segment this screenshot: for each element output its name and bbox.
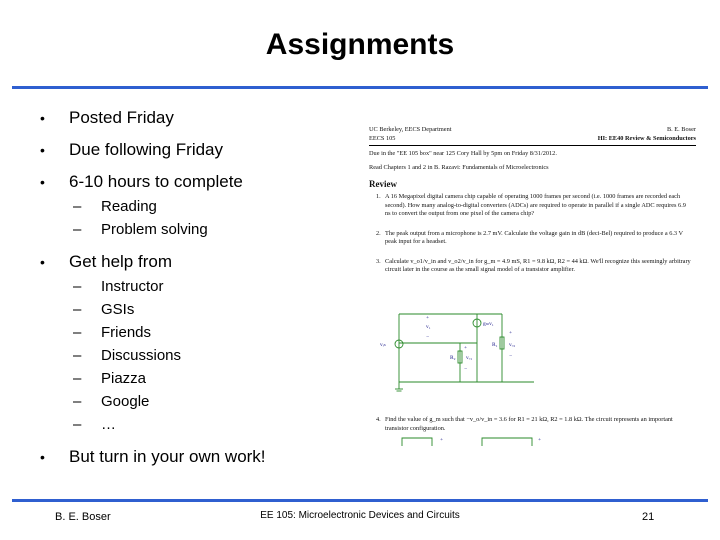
bullet-text: Get help from <box>69 252 172 271</box>
sub-bullet-text: Friends <box>101 324 152 341</box>
sub-bullet-item <box>40 278 360 301</box>
doc-problem-text: Find the value of g_m such that −v_o/v_in = 3.6 for R1 = 21 kΩ, R2 = 1.8 kΩ. The circuit represents an important transistor configuration. <box>385 416 673 432</box>
sub-bullet-text: Piazza <box>101 370 147 387</box>
dash-icon: – <box>73 393 82 410</box>
sub-bullet-text: Google <box>101 393 150 410</box>
doc-problem-text: The peak output from a microphone is 2.7 mV. Calculate the voltage gain in dB (deci-Bel) required to produce a 6.3 V peak input for a headset. <box>385 229 683 246</box>
footer-course: EE 105: Microelectronic Devices and Circuits <box>260 510 460 521</box>
sub-bullet-item <box>40 370 360 393</box>
footer-divider <box>12 499 708 502</box>
bullet-text: Posted Friday <box>69 108 174 127</box>
dash-icon: – <box>73 347 82 364</box>
circuit-r1-label: R₁ <box>492 342 498 348</box>
doc-problem-4: 4. Find the value of g_m such that −v_o/v_in = 3.6 for R1 = 21 kΩ, R2 = 1.8 kΩ. The circuit represents an important transistor configuration. <box>376 416 673 432</box>
sub-bullet-text: Reading <box>101 198 157 215</box>
circuit-fragment-diagram <box>372 433 552 446</box>
bullet-dot-icon: • <box>40 110 45 126</box>
sub-bullet-text: Problem solving <box>101 221 208 238</box>
bullet-item <box>40 140 360 172</box>
circuit-minus-1: − <box>426 334 430 340</box>
doc-problem-text: A 16 Megapixel digital camera chip capable of operating 1000 frames per second (i.e. 1000 frames are recorded each second). How many analog-to-digital converters (ADCs) are required to operate in parallel if a single ADC requires 6.9 ns to convert the output from one pixel of the camera chip? <box>385 193 686 218</box>
bullet-spacer <box>40 439 360 447</box>
bullet-dot-icon: • <box>40 174 45 190</box>
dash-icon: – <box>73 370 82 387</box>
circuit-plus-4: + <box>440 437 444 443</box>
circuit-plus-3: + <box>509 330 513 336</box>
homework-document-image <box>364 126 700 446</box>
doc-header-rule <box>369 145 696 146</box>
sub-bullet-text: Discussions <box>101 347 182 364</box>
bullet-list <box>40 108 360 479</box>
sub-bullet-item <box>40 347 360 370</box>
circuit-vo2-label: vₒ₂ <box>509 342 516 348</box>
sub-bullet-item <box>40 301 360 324</box>
bullet-item <box>40 108 360 140</box>
bullet-text: Due following Friday <box>69 140 224 159</box>
doc-author: B. E. Boser <box>666 126 696 133</box>
footer-author: B. E. Boser <box>55 511 111 523</box>
sub-bullet-item <box>40 198 360 221</box>
amplifier-circuit-diagram <box>372 307 552 397</box>
dash-icon: – <box>73 221 82 238</box>
sub-bullet-item <box>40 416 360 439</box>
title-divider <box>12 86 708 89</box>
doc-due-line: Due in the "EE 105 box" near 125 Cory Hall by 5pm on Friday 8/31/2012. <box>369 150 557 157</box>
sub-bullet-item <box>40 221 360 244</box>
dash-icon: – <box>73 278 82 295</box>
bullet-item <box>40 172 360 198</box>
circuit-minus-3: − <box>509 353 513 359</box>
bullet-item <box>40 447 360 479</box>
bullet-item <box>40 252 360 278</box>
circuit-plus-1: + <box>426 315 430 321</box>
circuit-plus-2: + <box>464 345 468 351</box>
doc-course: EECS 105 <box>369 135 396 142</box>
circuit-r2-label: R₂ <box>450 355 456 361</box>
doc-reading-line: Read Chapters 1 and 2 in B. Razavi: Fundamentals of Microelectronics <box>369 163 549 171</box>
sub-bullet-item <box>40 393 360 416</box>
bullet-dot-icon: • <box>40 142 45 158</box>
sub-bullet-text: … <box>101 416 116 433</box>
doc-problem-3: 3. Calculate v_o1/v_in and v_o2/v_in for g_m = 4.9 mS, R1 = 9.8 kΩ, R2 = 44 kΩ. We'll recognize this seemingly arbitrary circuit later in the course as the small signal model of a transistor amplifier. <box>376 257 691 274</box>
circuit-gm-label: gₘv₁ <box>483 321 494 327</box>
doc-problem-text: Calculate v_o1/v_in and v_o2/v_in for g_m = 4.9 mS, R1 = 9.8 kΩ, R2 = 44 kΩ. We'll recognize this seemingly arbitrary circuit later in the course as the small signal model of a transistor amplifier. <box>385 257 691 274</box>
doc-problem-2: 2. The peak output from a microphone is 2.7 mV. Calculate the voltage gain in dB (deci-Bel) required to produce a 6.3 V peak input for a headset. <box>376 229 683 246</box>
circuit-plus-5: + <box>538 437 542 443</box>
doc-header-row-1 <box>364 126 700 135</box>
sub-bullet-item <box>40 324 360 347</box>
sub-bullet-text: Instructor <box>101 278 164 295</box>
bullet-dot-icon: • <box>40 449 45 465</box>
footer-page-number: 21 <box>642 511 655 523</box>
dash-icon: – <box>73 416 82 433</box>
dash-icon: – <box>73 198 82 215</box>
doc-header-row-2 <box>364 135 700 144</box>
doc-assignment-title: HI: EE40 Review & Semiconductors <box>597 135 696 142</box>
bullet-spacer <box>40 244 360 252</box>
dash-icon: – <box>73 324 82 341</box>
bullet-text: But turn in your own work! <box>69 447 266 466</box>
sub-bullet-text: GSIs <box>101 301 135 318</box>
dash-icon: – <box>73 301 82 318</box>
slide-title: Assignments <box>265 28 455 61</box>
circuit-vin-label: vᵢₙ <box>380 342 386 348</box>
circuit-minus-2: − <box>464 366 468 372</box>
doc-section-review: Review <box>369 179 397 189</box>
circuit-vo1-label: vₒ₁ <box>466 355 473 361</box>
doc-institution: UC Berkeley, EECS Department <box>369 126 452 133</box>
bullet-dot-icon: • <box>40 254 45 270</box>
bullet-text: 6-10 hours to complete <box>69 172 243 191</box>
circuit-v1-label: v₁ <box>426 324 431 330</box>
doc-problem-1: 1. A 16 Megapixel digital camera chip capable of operating 1000 frames per second (i.e. 1000 frames are recorded each second). How many analog-to-digital converters (ADCs) are required to operate in parallel if a single ADC requires 6.9 ns to convert the output from one pixel of the camera chip? <box>376 193 686 218</box>
